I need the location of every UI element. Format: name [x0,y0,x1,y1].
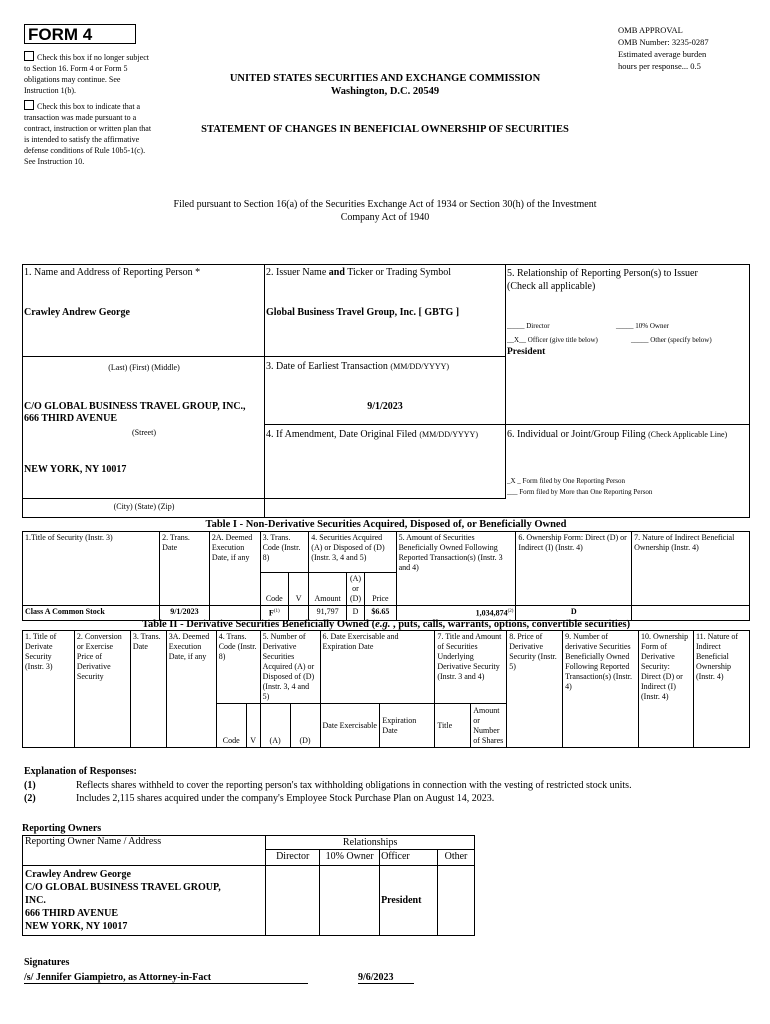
label-part: Ticker or Trading Symbol [344,267,452,278]
t1-sub-code: Code [260,573,288,606]
row-owned [396,606,516,621]
row-security: Class A Common Stock [23,606,160,621]
signature-date: 9/6/2023 [358,972,414,984]
title-part: Table II - Derivative Securities Beneficially Owned ( [141,619,376,630]
relationship-other: _____ Other (specify below) [631,336,712,344]
t1-h-code: 3. Trans. Code (Instr. 8) [260,532,309,573]
t2-h-conversion: 2. Conversion or Exercise Price of Derivative Security [74,631,130,748]
t2-h-nature: 11. Nature of Indirect Beneficial Ownership (Instr. 4) [693,631,749,748]
t2-sub-code: Code [216,704,246,748]
box4-label [266,429,478,440]
row-v [289,606,309,621]
t1-h-amount-owned: 5. Amount of Securities Beneficially Owned Following Reported Transaction(s) (Instr. 3 and 4) [396,532,516,606]
row-aord: D [346,606,364,621]
signer: /s/ Jennifer Giampietro, as Attorney-in-Fact [24,972,308,984]
label-part: 4. If Amendment, Date Original Filed [266,429,417,440]
city-caption: (City) (State) (Zip) [113,502,175,511]
explanation-list [24,779,744,805]
title-part: e.g. [375,619,391,630]
owner-officer: President [380,866,438,936]
owner-director [266,866,320,936]
issuer-name: Global Business Travel Group, Inc. [ GBTG ] [266,307,460,318]
check2-text: Check this box to indicate that a transaction was made pursuant to a contract, instruction or written plan that is intended to satisfy the affirmative defense conditions of Rule 10b5-1(c). See Instruction 10. [24,102,152,166]
explanation-num: (1) [24,780,36,791]
t1-sub-price: Price [365,573,396,606]
t1-sub-v: V [289,573,309,606]
owner-line: NEW YORK, NY 10017 [25,921,128,932]
officer-title: President [507,347,546,357]
owner-line: 666 THIRD AVENUE [25,908,118,919]
code-value: F [268,608,274,618]
explanation-text: Reflects shares withheld to cover the reporting person's tax withholding obligations in connection with the vesting of restricted stock units. [76,780,632,791]
t2-h-price: 8. Price of Derivative Security (Instr. 5) [507,631,563,748]
explanation-heading: Explanation of Responses: [24,766,137,777]
explanation-text: Includes 2,115 shares acquired under the company's Employee Stock Purchase Plan on August 14, 2023. [76,793,495,804]
t1-sub-aord: (A) or (D) [346,573,364,606]
owner-line: INC. [25,895,46,906]
relationship-officer: __X__ Officer (give title below) [507,336,598,344]
box2-label [266,267,451,278]
relationship-director: _____ Director [507,322,550,330]
reporting-person-street: C/O GLOBAL BUSINESS TRAVEL GROUP, INC., 666 THIRD AVENUE [24,401,246,424]
t2-h-number: 5. Number of Derivative Securities Acquired (A) or Disposed of (D) (Instr. 3, 4 and 5) [260,631,320,704]
label-part: (Check all applicable) [507,281,596,292]
t1-h-title: 1.Title of Security (Instr. 3) [23,532,160,606]
t1-h-nature: 7. Nature of Indirect Beneficial Ownership (Instr. 4) [632,532,750,606]
owners-col-other: Other [438,850,475,866]
box3-label [266,361,449,372]
owners-col-name: Reporting Owner Name / Address [23,836,266,866]
row-code [260,606,288,621]
row-amount: 91,797 [309,606,347,621]
divider [264,264,265,518]
divider [22,356,506,357]
checkbox-icon[interactable] [24,100,34,110]
filing-option-one: _X _ Form filed by One Reporting Person [507,477,626,485]
t2-sub-exp: Expiration Date [380,704,435,748]
t2-sub-date-ex: Date Exercisable [320,704,380,748]
form-title: FORM 4 [24,24,136,44]
box5-label [507,267,747,293]
label-part: 5. Relationship of Reporting Person(s) to Issuer [507,268,698,279]
t2-sub-v: V [246,704,260,748]
reporting-person-city: NEW YORK, NY 10017 [24,464,127,475]
label-part: 2. Issuer Name [266,267,329,278]
table1-title: Table I - Non-Derivative Securities Acquired, Disposed of, or Beneficially Owned [205,519,567,530]
owner-name-address [23,866,266,936]
check1-text: Check this box if no longer subject to Section 16. Form 4 or Form 5 obligations may continue. See Instruction 1(b). [24,53,149,95]
filed-pursuant: Filed pursuant to Section 16(a) of the Securities Exchange Act of 1934 or Section 30(h) of the Investment Company Act of 1940 [173,199,597,223]
explanation-item [24,779,744,792]
owners-col-rel: Relationships [266,836,475,850]
owner-line: C/O GLOBAL BUSINESS TRAVEL GROUP, [25,882,221,893]
t2-h-code: 4. Trans. Code (Instr. 8) [216,631,260,704]
check-box-10b5[interactable] [24,100,154,167]
owners-col-ten: 10% Owner [320,850,380,866]
omb-approval [618,24,748,72]
row-price: $6.65 [365,606,396,621]
owners-col-director: Director [266,850,320,866]
label-part: (Check Applicable Line) [648,430,728,439]
footnote-ref[interactable]: (1) [273,609,280,614]
t2-sub-title: Title [435,704,471,748]
t2-h-date: 3. Trans. Date [130,631,166,748]
t2-h-underlying: 7. Title and Amount of Securities Underlying Derivative Security (Instr. 3 and 4) [435,631,507,704]
name-caption: (Last) (First) (Middle) [108,363,180,372]
t2-sub-amount: Amount or Number of Shares [471,704,507,748]
t2-h-deemed: 3A. Deemed Execution Date, if any [166,631,216,748]
row-form: D [516,606,632,621]
table2 [22,630,750,748]
owner-ten [320,866,380,936]
reporting-person-name: Crawley Andrew George [24,307,130,318]
relationship-ten-pct: _____ 10% Owner [616,322,669,330]
t2-h-exercisable: 6. Date Exercisable and Expiration Date [320,631,435,704]
label-part: (MM/DD/YYYY) [419,430,478,439]
divider [264,424,506,425]
commission-location: Washington, D.C. 20549 [330,86,440,97]
owners-table [22,835,475,936]
explanation-item [24,792,744,805]
t1-h-deemed: 2A. Deemed Execution Date, if any [209,532,260,606]
label-part: and [328,267,345,278]
omb-line: Estimated average burden [618,49,707,59]
owned-value: 1,034,874 [475,608,508,618]
t2-sub-d: (D) [290,704,320,748]
divider [505,424,750,425]
table2-title [22,619,750,630]
owners-heading: Reporting Owners [22,823,102,834]
checkbox-icon[interactable] [24,51,34,61]
omb-line: OMB Number: 3235-0287 [618,37,709,47]
t2-h-title: 1. Title of Derivate Security (Instr. 3) [23,631,75,748]
reporting-boxes [22,264,750,518]
explanation-num: (2) [24,793,36,804]
filing-option-group: ___ Form filed by More than One Reporting Person [507,488,653,496]
divider [505,264,506,498]
row-nature [632,606,750,621]
earliest-transaction-date: 9/1/2023 [367,401,403,412]
row-deemed [209,606,260,621]
omb-line: hours per response... 0.5 [618,61,701,71]
t1-sub-amount: Amount [309,573,347,606]
divider [22,498,506,499]
label-part: 6. Individual or Joint/Group Filing [507,429,646,440]
owner-other [438,866,475,936]
signatures-heading: Signatures [24,957,70,968]
commission-name: UNITED STATES SECURITIES AND EXCHANGE COMMISSION [229,73,541,84]
row-date: 9/1/2023 [160,606,210,621]
owners-col-officer: Officer [380,850,438,866]
owner-line: Crawley Andrew George [25,869,131,880]
box1-label: 1. Name and Address of Reporting Person * [24,267,201,278]
label-part: (MM/DD/YYYY) [390,362,450,371]
check-box-section16[interactable] [24,51,154,96]
t2-sub-a: (A) [260,704,290,748]
statement-title: STATEMENT OF CHANGES IN BENEFICIAL OWNERSHIP OF SECURITIES [201,124,569,135]
box6-label [507,429,747,441]
omb-line: OMB APPROVAL [618,25,683,35]
title-part: , puts, calls, warrants, options, convertible securities) [390,619,631,630]
table1 [22,531,750,621]
t2-h-owned: 9. Number of derivative Securities Beneficially Owned Following Reported Transaction(s) (Instr. 4) [563,631,639,748]
street-caption: (Street) [132,428,156,437]
footnote-ref[interactable]: (2) [507,609,514,614]
t1-h-ownership: 6. Ownership Form: Direct (D) or Indirect (I) (Instr. 4) [516,532,632,606]
table-row [23,606,750,621]
t1-h-securities: 4. Securities Acquired (A) or Disposed of (D) (Instr. 3, 4 and 5) [309,532,396,573]
t2-h-ownership: 10. Ownership Form of Derivative Security: Direct (D) or Indirect (I) (Instr. 4) [639,631,694,748]
label-part: 3. Date of Earliest Transaction [266,361,388,372]
t1-h-date: 2. Trans. Date [160,532,210,606]
